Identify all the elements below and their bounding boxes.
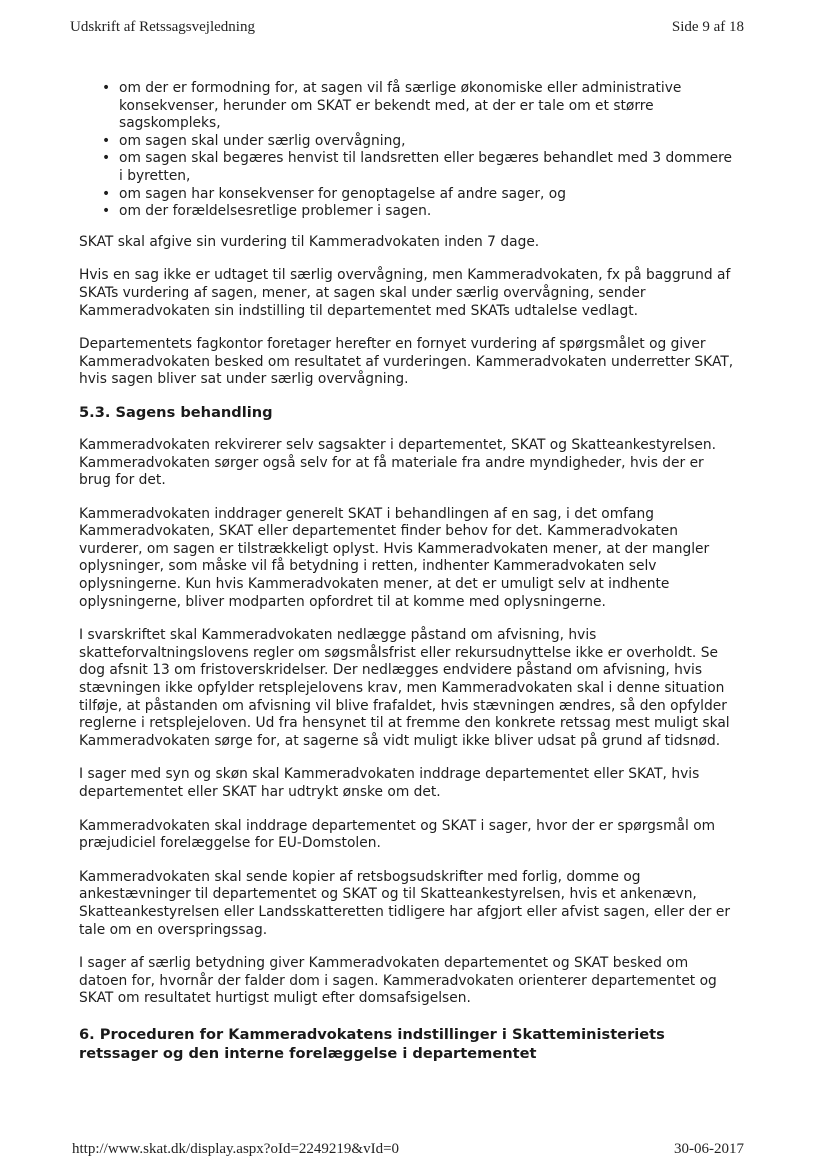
section-heading-5-3: 5.3. Sagens behandling <box>79 403 273 421</box>
print-header <box>70 19 744 36</box>
page-number: Side 9 af 18 <box>671 19 744 35</box>
list-item: • om sagen skal under særlig overvågning, <box>119 133 739 151</box>
print-date: 30-06-2017 <box>674 1141 744 1157</box>
paragraph: Departementets fagkontor foretager herefter en fornyet vurdering af spørgsmålet og giver Kammeradvokaten besked om resultatet af vurderingen. Kammeradvokaten underretter SKAT, hvis sagen bliver sat under særlig overvågning. <box>79 336 734 388</box>
list-item: • om sagen har konsekvenser for genoptagelse af andre sager, og <box>119 186 739 204</box>
list-item: • om der er formodning for, at sagen vil få særlige økonomiske eller administrative konsekvenser, herunder om SKAT er bekendt med, at der er tale om et større sagskompleks, <box>119 80 739 133</box>
paragraph: Hvis en sag ikke er udtaget til særlig overvågning, men Kammeradvokaten, fx på baggrund af SKATs vurdering af sagen, mener, at sagen skal under særlig overvågning, sender Kammeradvokaten sin indstilling til departementet med SKATs udtalelse vedlagt. <box>79 267 731 319</box>
criteria-list <box>79 80 739 221</box>
print-footer <box>72 1141 744 1158</box>
list-item: • om der forældelsesretlige problemer i sagen. <box>119 203 739 221</box>
document-title: Udskrift af Retssagsvejledning <box>70 19 255 35</box>
paragraph: Kammeradvokaten inddrager generelt SKAT i behandlingen af en sag, i det omfang Kammeradvokaten, SKAT eller departementet finder behov for det. Kammeradvokaten vurderer, om sagen er tilstrækkeligt oplyst. Hvis Kammeradvokaten mener, at der mangler oplysninger, som måske vil få betydning i retten, indhenter Kammeradvokaten selv oplysningerne. Kun hvis Kammeradvokaten mener, at det er umuligt selv at indhente oplysningerne, bliver modparten opfordret til at komme med oplysningerne. <box>79 505 710 610</box>
paragraph: SKAT skal afgive sin vurdering til Kammeradvokaten inden 7 dage. <box>79 233 540 250</box>
section-heading-6: 6. Proceduren for Kammeradvokatens indstillinger i Skatteministeriets retssager og den interne forelæggelse i departementet <box>79 1025 665 1062</box>
paragraph: Kammeradvokaten skal sende kopier af retsbogsudskrifter med forlig, domme og ankestævninger til departementet og SKAT og til Skatteankestyrelsen, hvis et ankenævn, Skatteankestyrelsen eller Landsskatteretten tidligere har afgjort eller afvist sagen, eller der er tale om en overspringssag. <box>79 868 731 938</box>
list-item: • om sagen skal begæres henvist til landsretten eller begæres behandlet med 3 dommere i byretten, <box>119 150 739 185</box>
paragraph: I sager af særlig betydning giver Kammeradvokaten departementet og SKAT besked om datoen for, hvornår der falder dom i sagen. Kammeradvokaten orienterer departementet og SKAT om resultatet hurtigst muligt efter domsafsigelsen. <box>79 955 717 1007</box>
source-url: http://www.skat.dk/display.aspx?oId=2249219&vId=0 <box>72 1141 400 1157</box>
paragraph: I sager med syn og skøn skal Kammeradvokaten inddrage departementet eller SKAT, hvis departementet eller SKAT har udtrykt ønske om det. <box>79 766 700 800</box>
paragraph: Kammeradvokaten rekvirerer selv sagsakter i departementet, SKAT og Skatteankestyrelsen. Kammeradvokaten sørger også selv for at få materiale fra andre myndigheder, hvis der er brug for det. <box>79 436 717 489</box>
paragraph: Kammeradvokaten skal inddrage departementet og SKAT i sager, hvor der er spørgsmål om præjudiciel forelæggelse for EU-Domstolen. <box>79 817 716 852</box>
document-body <box>79 80 739 1063</box>
paragraph: I svarskriftet skal Kammeradvokaten nedlægge påstand om afvisning, hvis skatteforvaltningslovens regler om søgsmålsfrist eller rekursudnyttelse ikke er overholdt. Se dog afsnit 13 om fristoverskridelser. Der nedlægges endvidere påstand om afvisning, hvis stævningen ikke opfylder retsplejelovens krav, men Kammeradvokaten skal i denne situation tilføje, at påstanden om afvisning vil blive frafaldet, hvis stævningen ændres, så den opfylder reglerne i retsplejeloven. Ud fra hensynet til at fremme den konkrete retssag mest muligt skal Kammeradvokaten sørge for, at sagerne så vidt muligt ikke bliver udsat på grund af tidsnød. <box>79 627 730 749</box>
